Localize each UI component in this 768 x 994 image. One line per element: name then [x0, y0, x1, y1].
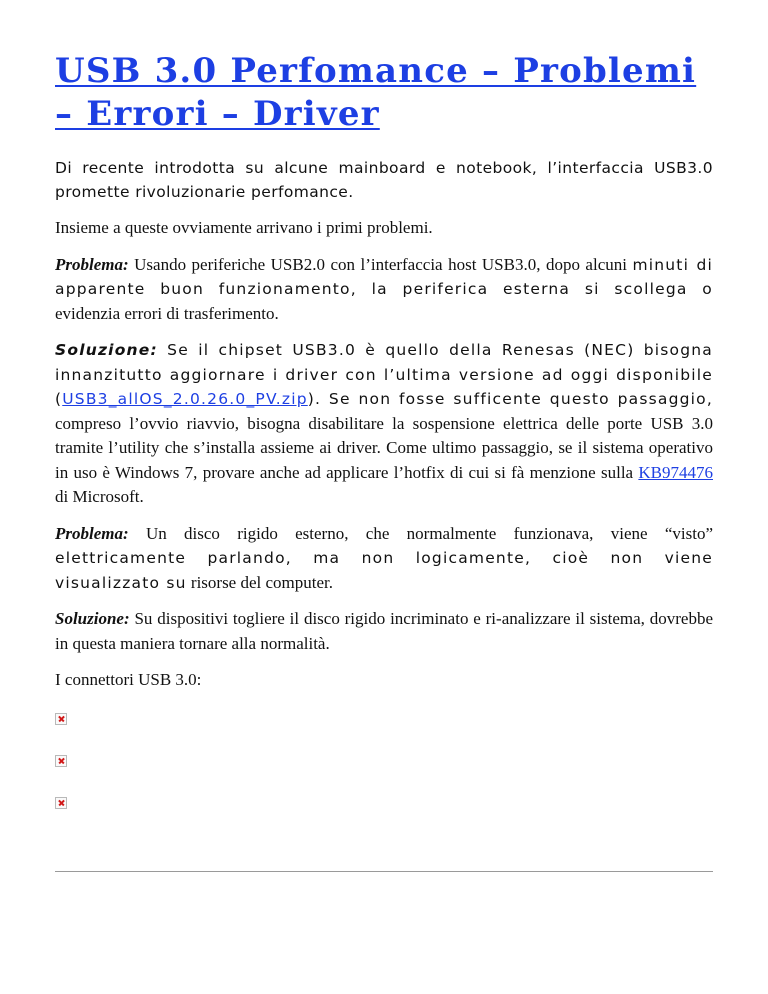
problem-2-text-c: risorse del computer.	[186, 572, 334, 592]
solution-2-label: Soluzione:	[55, 609, 130, 628]
problems-intro-paragraph: Insieme a queste ovviamente arrivano i primi problemi.	[55, 218, 433, 237]
problem-1-text-b: minuti di apparente buon funzionamento, la periferica esterna si scollega o	[55, 255, 713, 298]
solution-1-text-b: ). Se non fosse sufficente questo passaggio,	[307, 390, 713, 408]
solution-1-text-c: compreso l’ovvio riavvio, bisogna disabilitare la sospensione elettrica delle porte USB 3.0 tramite l’utility che s’installa assieme ai driver. Come ultimo passaggio, se il sistema operativo in uso è Windows 7, provare anche ad applicare l’hotfix di cui si fà menzione sulla	[55, 413, 713, 482]
problem-1-text-a: Usando periferiche USB2.0 con l’interfaccia host USB3.0, dopo alcuni	[128, 254, 633, 274]
connector-image-3	[55, 791, 713, 833]
broken-image-icon	[55, 755, 67, 767]
connectors-heading: I connettori USB 3.0:	[55, 670, 202, 689]
solution-1-text-a: Se il chipset USB3.0 è quello della Renesas (NEC) bisogna innanzitutto aggiornare i driver con l’ultima versione ad oggi disponibile (	[55, 341, 713, 408]
article-title	[55, 50, 713, 136]
solution-2-text: Su dispositivi togliere il disco rigido incriminato e ri-analizzare il sistema, dovrebbe in questa maniera tornare alla normalità.	[55, 609, 713, 653]
connector-image-2	[55, 749, 713, 791]
intro-paragraph: Di recente introdotta su alcune mainboard e notebook, l’interfaccia USB3.0 promette rivoluzionarie perfomance.	[55, 159, 713, 201]
content-divider	[55, 871, 713, 872]
connector-image-1	[55, 707, 713, 749]
problem-2-text-b: elettricamente parlando, ma non logicamente, cioè non viene visualizzato su	[55, 549, 713, 592]
broken-image-icon	[55, 713, 67, 725]
driver-download-link[interactable]: USB3_allOS_2.0.26.0_PV.zip	[62, 390, 308, 408]
kb-link[interactable]: KB974476	[638, 462, 713, 482]
broken-image-icon	[55, 797, 67, 809]
solution-2-paragraph	[55, 607, 713, 656]
problem-2-text-a: Un disco rigido esterno, che normalmente funzionava, viene “visto”	[128, 523, 713, 543]
solution-1-text-d: di Microsoft.	[55, 487, 144, 506]
problem-1-label: Problema:	[55, 254, 129, 274]
article-title-link[interactable]: USB 3.0 Perfomance – Problemi – Errori – Driver	[55, 51, 697, 134]
problem-1-text-c: evidenzia errori di trasferimento.	[55, 303, 279, 323]
problem-2-label: Problema:	[55, 523, 129, 543]
solution-1-label: Soluzione:	[55, 341, 158, 359]
problem-1-paragraph	[55, 253, 713, 327]
problem-2-paragraph	[55, 522, 713, 596]
solution-1-paragraph	[55, 338, 713, 510]
